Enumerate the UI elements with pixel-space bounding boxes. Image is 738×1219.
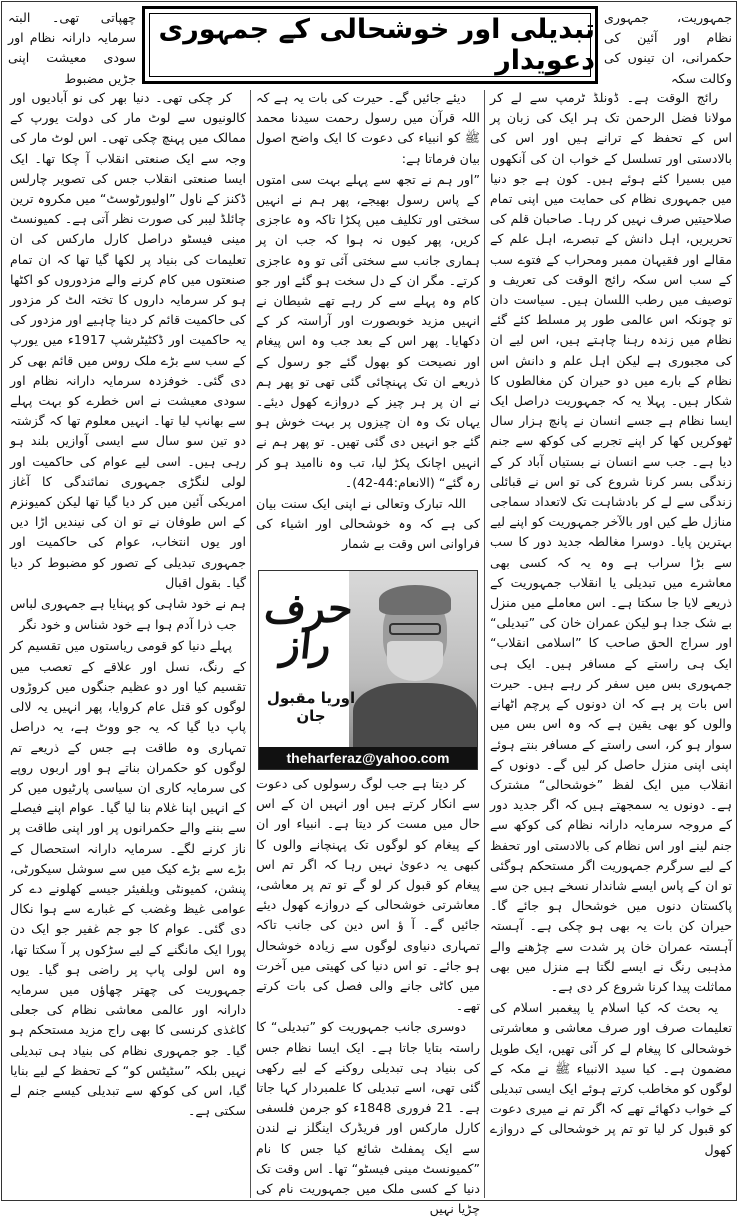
header-right-text: جمہوریت، جمہوری نظام اور آئین کی حکمرانی، ان تینوں کی وکالت سکہ <box>604 10 732 86</box>
paragraph: اللہ تبارک وتعالی نے اپنی ایک سنت بیان کی ہے کہ وہ خوشحالی اور اشیاء کی فراوانی اس وقت بے شمار <box>256 496 480 552</box>
paragraph: یہ بحث کہ کیا اسلام یا پیغمبر اسلام کی تعلیمات صرف اور صرف معاشی و معاشرتی خوشحالی کا پیغام لے کر آئی تھیں، ایک طویل مضمون ہے۔ کیا سید الانبیاء ﷺ نے مکہ کے لوگوں کو مخاطب کرتے ہوئے ایک ایسی تبدیلی کے خواب دکھائے تھے کہ اگر تم نے میری دعوت کو قبول کر لیا تو تم پر خوشحالی کے دروازے کھول <box>490 1000 732 1157</box>
headline-box <box>142 6 598 84</box>
paragraph: رائج الوقت ہے۔ ڈونلڈ ٹرمپ سے لے کر مولانا فضل الرحمن تک ہر ایک کی زبان پر اس کے تحفظ کے ترانے ہیں اور اس کی بالادستی اور تسلسل کے خواب ان کی آنکھوں میں بسیرا کئے ہوئے ہیں۔ کون ہے جو دنیا میں جمہوری نظام کی حمایت میں اپنی تمام صلاحیتیں صرف نہیں کر رہا۔ صاحبان قلم کی تحریریں، اہل دانش کے تبصرے، اہل علم کے مقالے اور فقیہان ممبر ومحراب کے فتوے سب کے سب اس سکہ رائج الوقت کی تعریف و توصیف میں رطب اللسان ہیں۔ سیاست دان تو چونکہ اس عالمی طور پر مسلط کئے گئے نظام میں زندہ رہنا چاہتے ہیں، اس لیے ان کی مجبوری ہے لیکن اہل علم و دانش اس نظام کے بارے میں دو حیران کن مغالطوں کا شکار ہیں۔ پہلا یہ کہ جمہوریت دراصل ایک ایسا نظام ہے جسے انسان نے پانچ ہزار سال ٹھوکریں کھا کر اپنے تجربے کی کوکھ سے جنم دیا ہے۔ جب سے انسان نے بستیاں آباد کر کے زندگی بسر کرنا شروع کی تو اس نے قبائلی زندگی سے لے کر بادشاہت تک لاتعداد سماجی منازل طے کیں اور بالآخر جمہوریت کو اپنے لیے بہترین پایا۔ دوسرا مغالطہ جدید دور کا سب سے بڑا سراب ہے وہ یہ کہ کسی بھی معاشرے میں تبدیلی یا انقلاب جمہوریت کے ذریعے لایا جا سکتا ہے۔ اس معاملے میں منزل بے شک جدا ہو لیکن عمران خان کی ”تبدیلی“ اور سراج الحق صاحب کا ”اسلامی انقلاب“ ایک ہی راستے کے مسافر ہیں۔ ایک ہی جمہوری بس میں سفر کر رہے ہیں۔ حیرت اس بات پر ہے کہ ان دونوں کے پرچم اٹھانے والوں کو بھی یقین ہے کہ وہ اس بس میں سوار ہو کر، اسی راستے کے مسافر بنتے ہوئے اپنی اپنی منزل حاصل کر لیں گے۔ دونوں کے انقلاب میں ایک لفظ ”خوشحالی“ مشترک ہے۔ دونوں یہ سمجھتے ہیں کہ اگر جدید دور کے مروجہ سرمایہ دارانہ نظام کی کوکھ سے جنم لینے اور اس نظام کی بالادستی اور تحفظ کے لیے سرگرم جمہوریت اگر مستحکم ہوگئی تو ان کے پاس ایسے شاندار نسخے ہیں جن سے پاکستان دنوں میں خوشحال ہو جائے گا۔ حیران کن بات یہ بھی ہو چکی ہے۔ آہستہ آہستہ عمران خان پر شدت سے چڑھنے والے مذہبی رنگ نے ایسے لگتا ہے منزل میں بھی مماثلت پیدا کرنا شروع کر دی ہے۔ <box>490 90 732 994</box>
column-left <box>10 88 246 1198</box>
column-logo: حرف راز <box>262 585 356 668</box>
verse-line: ہم نے خود شاہی کو پہنایا ہے جمہوری لباس <box>10 596 246 612</box>
column-right <box>490 88 732 1198</box>
paragraph: کر دیتا ہے جب لوگ رسولوں کی دعوت سے انکار کرتے ہیں اور انہیں ان کے اس حال میں مست کر دیتا ہے۔ انبیاء اور ان کے پیغام کو لوگوں تک پہنچانے والوں کا کبھی یہ دعویٰ نہیں رہا کہ اگر تم اس پیغام کو قبول کر لو گے تو تم پر معاشی، معاشرتی خوشحالی کے دروازے کھول دیئے جائیں گے۔ آ ؤ اس دین کی جانب تاکہ تمہاری دنیاوی لوگوں سے زیادہ خوشحال ہو جائے۔ تو اس دنیا کی کھیتی میں آخرت میں کاٹی جانے والی فصل کی بات کرتے تھے۔ <box>256 776 480 1014</box>
paragraph: دوسری جانب جمہوریت کو ”تبدیلی“ کا راستہ بتایا جاتا ہے۔ ایک ایسا نظام جس کی بنیاد ہی تبدیلی روکنے کے لیے رکھی گئی تھی، اسے تبدیلی کا علمبردار کہا جاتا ہے۔ 21 فروری 1848ء کو جرمن فلسفی کارل مارکس اور فریڈرک اینگلز نے لندن سے ایک پمفلٹ شائع کیا جس کا نام ”کمیونسٹ مینی فیسٹو“ تھا۔ اس وقت تک دنیا کے کسی ملک میں جمہوریت نام کی چڑیا نہیں <box>256 1019 481 1217</box>
columnist-name: اوریا مقبول جان <box>266 689 356 725</box>
columnist-photo <box>349 571 477 749</box>
verse-line: جب ذرا آدم ہوا ہے خود شناس و خود نگر <box>19 617 237 633</box>
column-middle-bottom <box>256 774 481 1217</box>
columnist-box <box>258 570 478 770</box>
paragraph: کر چکی تھی۔ دنیا بھر کی نو آبادیوں اور کالونیوں سے لوٹ مار کی دولت یورپ کے ممالک میں پہنچ چکی تھی۔ اس لوٹ مار کی وجہ سے ایک صنعتی انقلاب آ چکا تھا۔ ایک ایسا صنعتی انقلاب جس کی تصویر چارلس ڈکنز کے ناول ”اولیورٹوسٹ“ میں مکروہ ترین چائلڈ لیبر کی صورت نظر آتی ہے۔ کمیونسٹ مینی فیسٹو دراصل کارل مارکس کی ان تعلیمات کی بنیاد پر لکھا گیا تھا کہ ان تمام صنعتوں میں کام کرنے والے مزدوروں کو اکٹھا ہو کر سرمایہ داروں کا تختہ الٹ کر مزدور کی حاکمیت قائم کر دینا چاہیے اور مزدور کی یہ حاکمیت اور ڈکٹیٹرشپ 1917ء میں یورپ کے سب سے بڑے ملک روس میں قائم بھی کر دی گئی۔ خوفزدہ سرمایہ دارانہ نظام اور سودی معیشت نے اس خطرے کو بہت پہلے سے بھانپ لیا تھا۔ انہیں معلوم تھا کہ گزشتہ دو تین سو سال سے ایسی آوازیں بلند ہو رہی ہیں۔ اسی لیے عوام کی حاکمیت اور لولی لنگڑی جمہوری نمائندگی کا آغاز امریکی آئین میں کر دیا گیا تھا لیکن کمیونزم کے اس طوفان نے تو ان کی نیندیں اڑا دیں اور یوں انتخاب، عوام کی حاکمیت اور جمہوری تبدیلی کے تصور کو مضبوط کر دیا گیا۔ بقول اقبال <box>10 90 247 590</box>
quran-quote: ”اور ہم نے تجھ سے پہلے بہت سی امتوں کے پاس رسول بھیجے، پھر ہم نے انہیں سختی اور تکلیف میں پکڑا تاکہ وہ عاجزی کریں، پھر کیوں نہ ہوا کہ جب ان پر ہماری جانب سے سختی آئی تو وہ عاجزی کرتے۔ مگر ان کے دل سخت ہو گئے اور جو کام وہ پہلے سے کر رہے تھے شیطان نے انہیں مزید خوبصورت اور آراستہ کر کے دکھایا۔ پھر اس کے بعد جب وہ اس پیغام اور نصیحت کو بھول گئے جو رسول کے ذریعے ان تک پہنچائی گئی تھی تو پھر ہم نے ان پر ہر چیز کے دروازے کھول دیئے۔ یہاں تک وہ ان چیزوں پر بہت خوش ہو گئے جو انہیں دی گئی تھیں۔ تو پھر ہم نے انہیں اچانک پکڑ لیا، تب وہ ناامید ہو کر رہ گئے“ (الانعام:44-42)۔ <box>256 171 480 490</box>
column-divider <box>250 90 251 1198</box>
column-divider <box>484 90 485 1198</box>
newspaper-page <box>1 1 737 1217</box>
column-middle-top <box>256 88 480 566</box>
header-left-text: چھپاتی تھی۔ البتہ سرمایہ دارانہ نظام اور سودی معیشت اپنی جڑیں مضبوط <box>8 10 136 86</box>
paragraph: دیئے جائیں گے۔ حیرت کی بات یہ ہے کہ اللہ قرآن میں رسول رحمت سیدنا محمد ﷺ کو انبیاء کی دعوت کا ایک واضح اصول بیان فرماتا ہے: <box>256 90 480 166</box>
columnist-email: theharferaz@yahoo.com <box>259 747 477 769</box>
headline: تبدیلی اور خوشحالی کے جمہوری دعویدار <box>158 14 595 76</box>
paragraph: پہلے دنیا کو قومی ریاستوں میں تقسیم کر کے رنگ، نسل اور علاقے کے تعصب میں تقسیم کیا اور دو عظیم جنگوں میں کروڑوں لوگوں کو قتل عام کروایا، پھر انہیں یہ لالی پاپ دیا گیا کہ یہ جو ووٹ ہے، یہ دراصل تمہاری وہ طاقت ہے جس کے ذریعے تم لوگوں کو حکمران بناتے ہو اور اربوں روپے کی سرمایہ کاری ان سیاسی پارٹیوں میں کر کے انہیں اپنا غلام بنا لیا گیا۔ عوام اپنے فیصلے سے بننے والے حکمرانوں پر اور اپنی طاقت پر ناز کرنے لگے۔ سرمایہ دارانہ استحصال کے بڑے سے بڑے کیک میں سے سوشل سیکورٹی، پنشن، کمیونٹی ویلفیئر جیسے کھلونے دے کر عوامی غیظ وغضب کے غبارے سے ہوا نکال دی گئی۔ عوام کا جو جم غفیر جو ایک دن پورا ایک مانگنے کے لیے سڑکوں پر آ سکتا تھا، وہ اس لولی پاپ پر راضی ہو گیا۔ یوں جمہوریت کی چھتر چھاؤں میں سرمایہ دارانہ اور عالمی معاشی نظام کی جعلی کاغذی کرنسی کا بھی راج مزید مستحکم ہو گیا۔ جو جمہوری نظام کی بنیاد ہی تبدیلی نہیں بلکہ ”سٹیٹس کو“ کے تحفظ کے لیے بنایا گیا، اس کی کوکھ سے تبدیلی کیسے جنم لے سکتی ہے۔ <box>10 638 246 1119</box>
